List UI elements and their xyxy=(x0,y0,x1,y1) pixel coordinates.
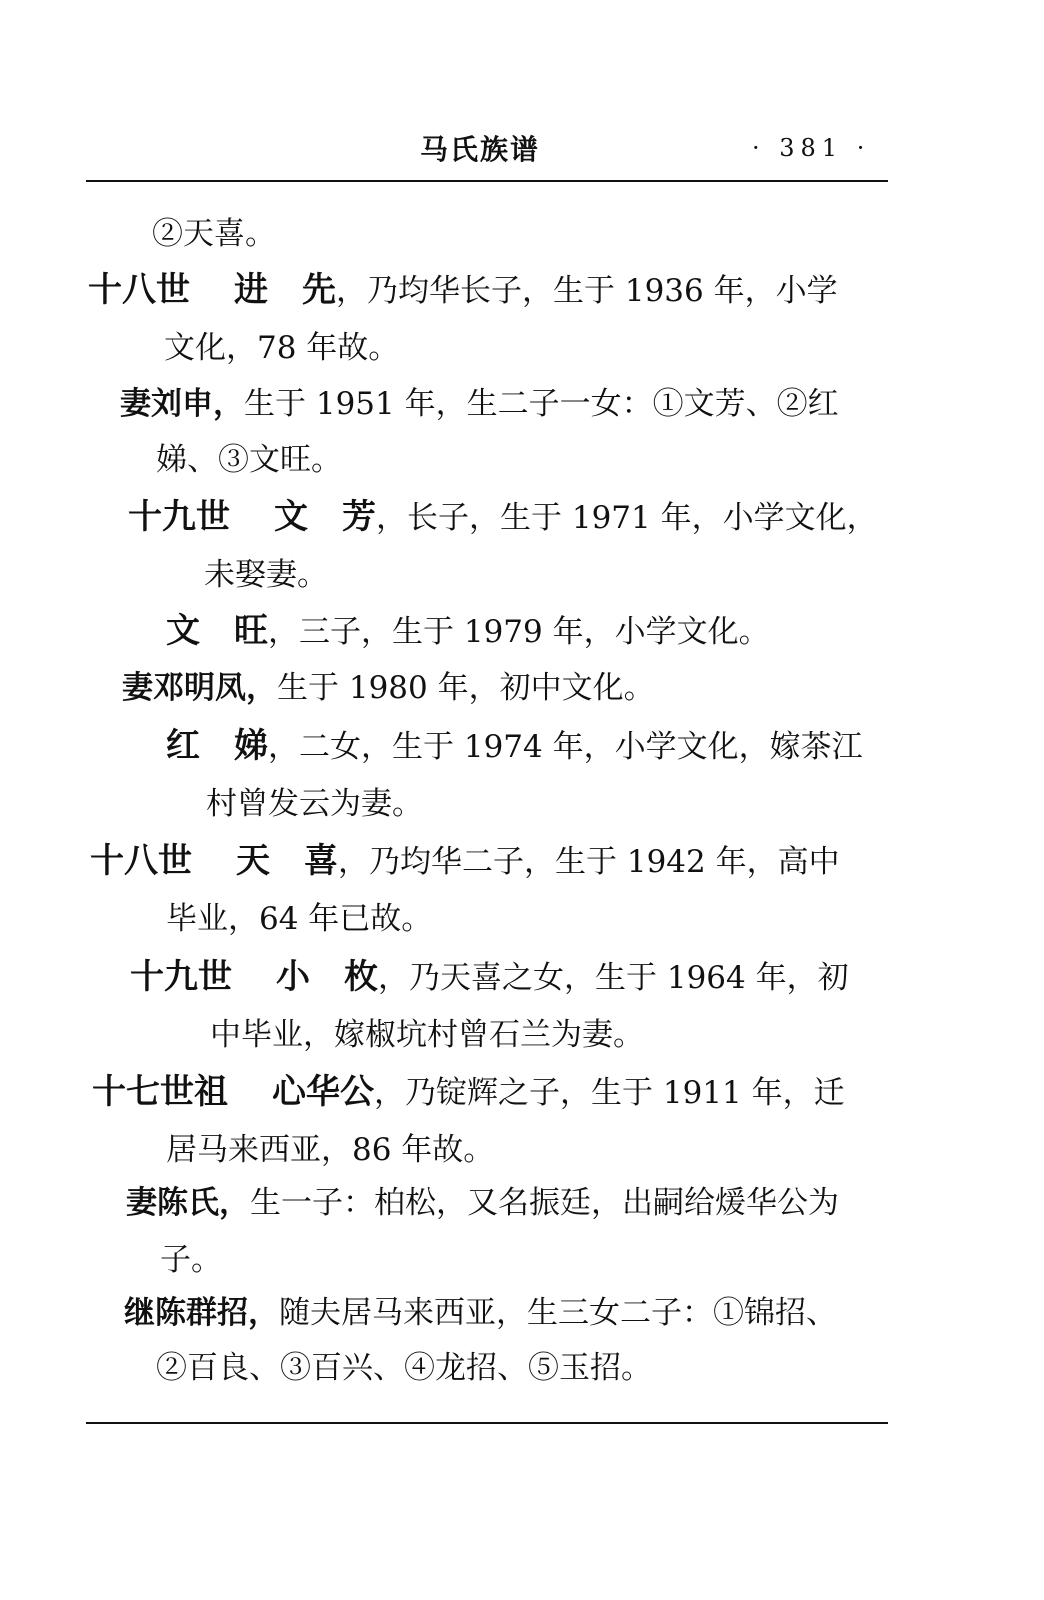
spouse-name: 妻邓明凤， xyxy=(122,670,277,706)
spouse-name: 妻刘申， xyxy=(120,386,244,422)
text-line xyxy=(152,214,276,254)
generation-label: 十七世祖 xyxy=(92,1072,228,1112)
generation-label: 十九世 xyxy=(130,957,232,997)
person-name: 进 先 xyxy=(234,270,336,310)
entry-line xyxy=(130,957,849,998)
line-text: ②百良、③百兴、④龙招、⑤玉招。 xyxy=(156,1350,652,1386)
running-title: 马氏族谱 xyxy=(420,133,541,166)
text-line xyxy=(166,1130,494,1170)
page-number: · 381 · xyxy=(752,134,871,162)
entry-line xyxy=(128,497,878,538)
person-name: 心华公 xyxy=(272,1072,374,1112)
header-rule xyxy=(86,180,888,182)
entry-line xyxy=(90,841,840,882)
text-line xyxy=(164,328,399,368)
line-text: ，乃锭辉之子，生于 1911 年，迁 xyxy=(374,1075,845,1111)
line-text: ，乃天喜之女，生于 1964 年，初 xyxy=(378,960,849,996)
line-text: 中毕业，嫁椒坑村曾石兰为妻。 xyxy=(210,1017,644,1053)
line-text: 文化，78 年故。 xyxy=(164,330,400,366)
text-line xyxy=(156,440,342,480)
generation-label: 十八世 xyxy=(88,270,190,310)
line-text: ，二女，生于 1974 年，小学文化，嫁茶江 xyxy=(268,729,863,765)
text-line xyxy=(156,1348,652,1388)
person-name: 红 娣 xyxy=(166,726,268,766)
line-text: ，长子，生于 1971 年，小学文化， xyxy=(376,500,878,536)
line-text: ，三子，生于 1979 年，小学文化。 xyxy=(268,614,770,650)
line-text: 生于 1980 年，初中文化。 xyxy=(277,670,655,706)
text-line xyxy=(166,899,432,939)
entry-line xyxy=(88,270,838,311)
footer-rule xyxy=(86,1422,888,1424)
person-name: 文 旺 xyxy=(166,611,268,651)
spouse-line xyxy=(120,384,839,424)
entry-line xyxy=(166,611,770,652)
line-text: 村曾发云为妻。 xyxy=(206,786,423,822)
line-text: 未娶妻。 xyxy=(204,557,328,593)
text-line xyxy=(204,555,328,595)
generation-label: 十九世 xyxy=(128,497,230,537)
generation-label: 十八世 xyxy=(90,841,192,881)
entry-line xyxy=(92,1072,845,1113)
person-name: 文 芳 xyxy=(274,497,376,537)
line-text: 娣、③文旺。 xyxy=(156,442,342,478)
spouse-line xyxy=(122,668,655,708)
text-line xyxy=(210,1015,644,1055)
line-text: ②天喜。 xyxy=(152,216,276,252)
line-text: 子。 xyxy=(160,1242,222,1278)
line-text: 毕业，64 年已故。 xyxy=(166,901,433,937)
spouse-name: 妻陈氏， xyxy=(126,1185,250,1221)
spouse-name: 继陈群招， xyxy=(124,1295,279,1331)
entry-line xyxy=(166,726,863,767)
person-name: 天 喜 xyxy=(236,841,338,881)
person-name: 小 枚 xyxy=(276,957,378,997)
line-text: ，乃均华二子，生于 1942 年，高中 xyxy=(338,844,840,880)
spouse-line xyxy=(124,1293,837,1333)
spouse-line xyxy=(126,1183,839,1223)
line-text: ，乃均华长子，生于 1936 年，小学 xyxy=(336,273,838,309)
text-line xyxy=(160,1240,222,1280)
text-line xyxy=(206,784,423,824)
line-text: 生一子：柏松，又名振廷，出嗣给煖华公为 xyxy=(250,1185,839,1221)
line-text: 随夫居马来西亚，生三女二子：①锦招、 xyxy=(279,1295,837,1331)
line-text: 生于 1951 年，生二子一女：①文芳、②红 xyxy=(244,386,839,422)
line-text: 居马来西亚，86 年故。 xyxy=(166,1132,495,1168)
